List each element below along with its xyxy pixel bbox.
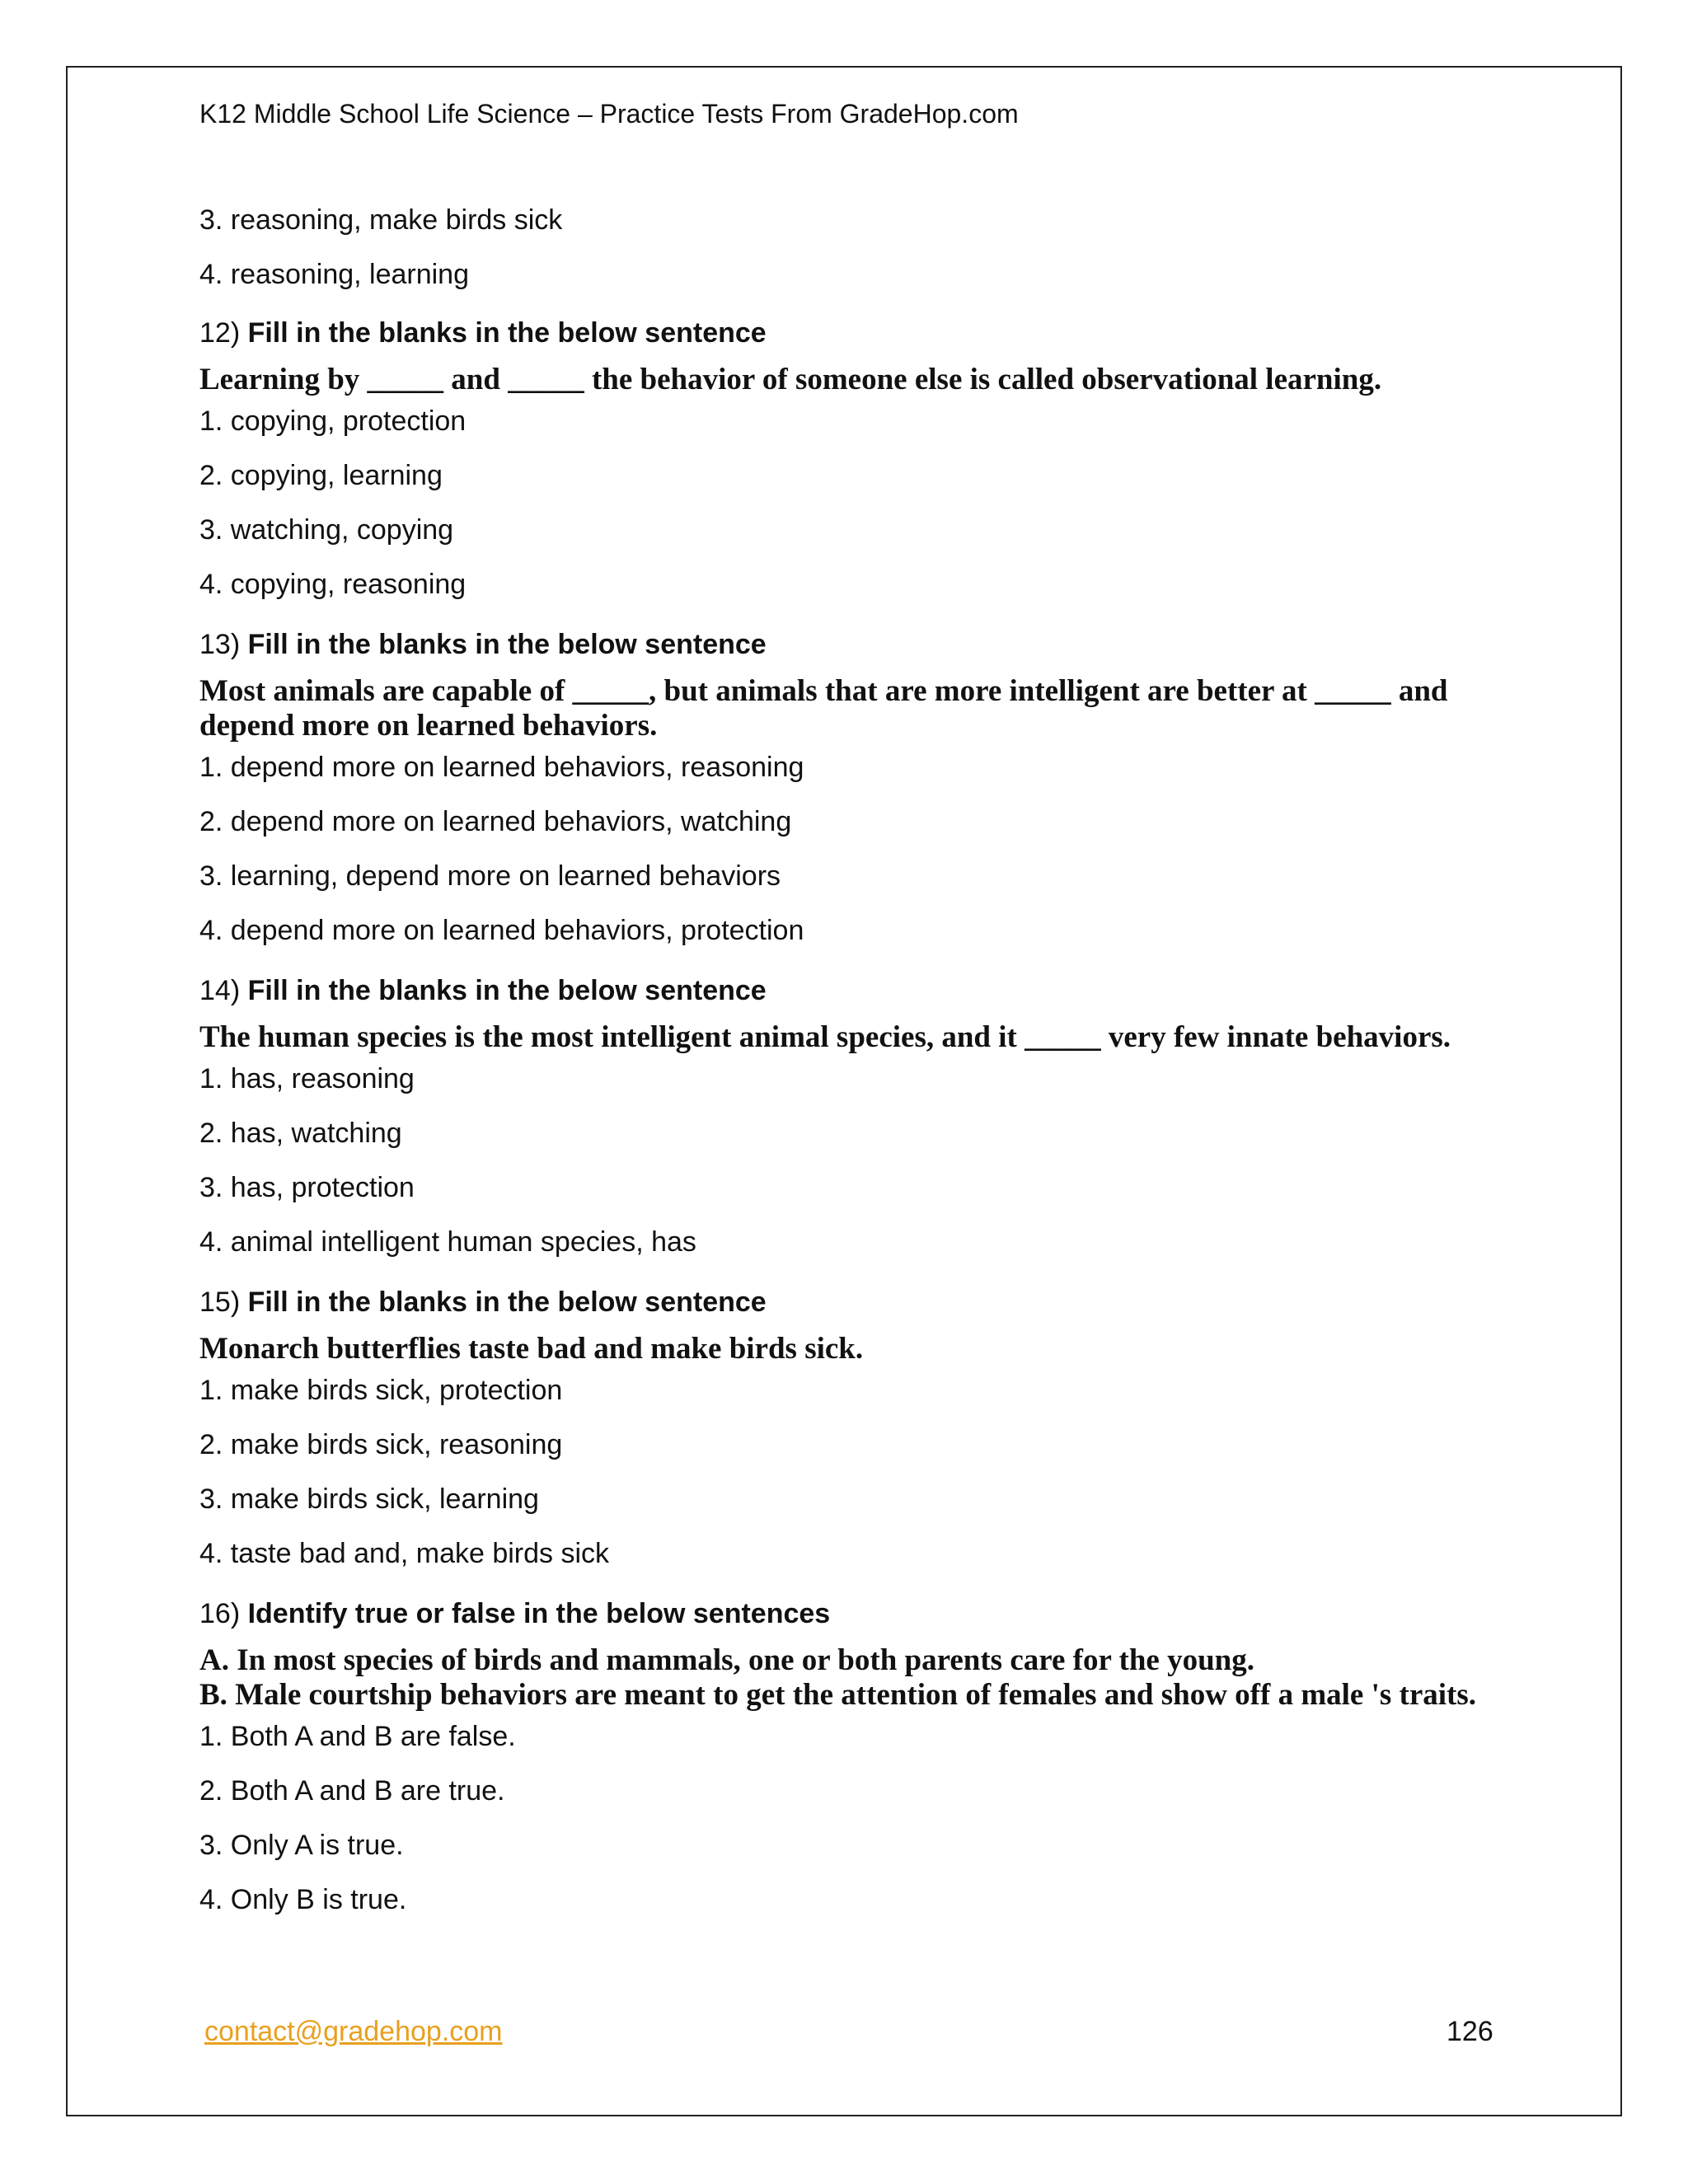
question-number: 16) — [199, 1598, 241, 1629]
question-16-option-3: 3. Only A is true. — [199, 1830, 404, 1861]
question-14-option-1: 1. has, reasoning — [199, 1063, 415, 1094]
question-12-option-3: 3. watching, copying — [199, 514, 454, 546]
question-number: 14) — [199, 975, 241, 1006]
question-16-label — [199, 1598, 830, 1630]
question-15-statement: Monarch butterflies taste bad and make birds sick. — [199, 1332, 864, 1366]
question-12-option-1: 1. copying, protection — [199, 405, 467, 437]
question-instruction: Fill in the blanks in the below sentence — [247, 1286, 767, 1318]
question-15-option-3: 3. make birds sick, learning — [199, 1483, 539, 1515]
question-16-statement-b: B. Male courtship behaviors are meant to get the attention of females and show off a male 's traits. — [199, 1678, 1477, 1712]
question-15-option-2: 2. make birds sick, reasoning — [199, 1429, 563, 1460]
question-13-option-3: 3. learning, depend more on learned behaviors — [199, 860, 781, 892]
question-12-option-4: 4. copying, reasoning — [199, 569, 467, 600]
question-14-option-4: 4. animal intelligent human species, has — [199, 1226, 696, 1258]
question-13-label — [199, 629, 767, 661]
question-16-option-4: 4. Only B is true. — [199, 1884, 407, 1915]
question-15-option-1: 1. make birds sick, protection — [199, 1375, 563, 1406]
contact-email-link[interactable]: contact@gradehop.com — [204, 2016, 503, 2047]
question-instruction: Fill in the blanks in the below sentence — [247, 629, 767, 660]
question-12-label — [199, 317, 767, 349]
question-14-option-3: 3. has, protection — [199, 1172, 415, 1203]
question-14-option-2: 2. has, watching — [199, 1118, 402, 1149]
question-number: 12) — [199, 317, 241, 349]
question-instruction: Identify true or false in the below sentences — [247, 1598, 831, 1629]
question-number: 13) — [199, 629, 241, 660]
question-16-option-1: 1. Both A and B are false. — [199, 1721, 516, 1752]
question-13-option-2: 2. depend more on learned behaviors, watching — [199, 806, 792, 837]
question-instruction: Fill in the blanks in the below sentence — [247, 317, 767, 349]
question-12-statement: Learning by _____ and _____ the behavior of someone else is called observational learning. — [199, 363, 1382, 396]
question-number: 15) — [199, 1286, 241, 1318]
question-13-statement-line-2: depend more on learned behaviors. — [199, 709, 658, 743]
question-14-label — [199, 975, 767, 1007]
page-number: 126 — [1447, 2016, 1493, 2047]
question-13-option-1: 1. depend more on learned behaviors, reasoning — [199, 752, 804, 783]
question-instruction: Fill in the blanks in the below sentence — [247, 975, 767, 1006]
question-16-option-2: 2. Both A and B are true. — [199, 1775, 505, 1807]
page-header: K12 Middle School Life Science – Practice Tests From GradeHop.com — [199, 99, 1019, 129]
question-15-label — [199, 1286, 767, 1319]
list-item: 4. reasoning, learning — [199, 259, 470, 290]
question-16-statement-a: A. In most species of birds and mammals, one or both parents care for the young. — [199, 1643, 1254, 1677]
question-14-statement: The human species is the most intelligent animal species, and it _____ very few innate behaviors. — [199, 1020, 1451, 1054]
question-13-option-4: 4. depend more on learned behaviors, protection — [199, 915, 804, 946]
list-item: 3. reasoning, make birds sick — [199, 204, 563, 236]
question-15-option-4: 4. taste bad and, make birds sick — [199, 1538, 610, 1569]
question-13-statement-line-1: Most animals are capable of _____, but animals that are more intelligent are better at _____ and — [199, 674, 1448, 708]
question-12-option-2: 2. copying, learning — [199, 460, 443, 491]
